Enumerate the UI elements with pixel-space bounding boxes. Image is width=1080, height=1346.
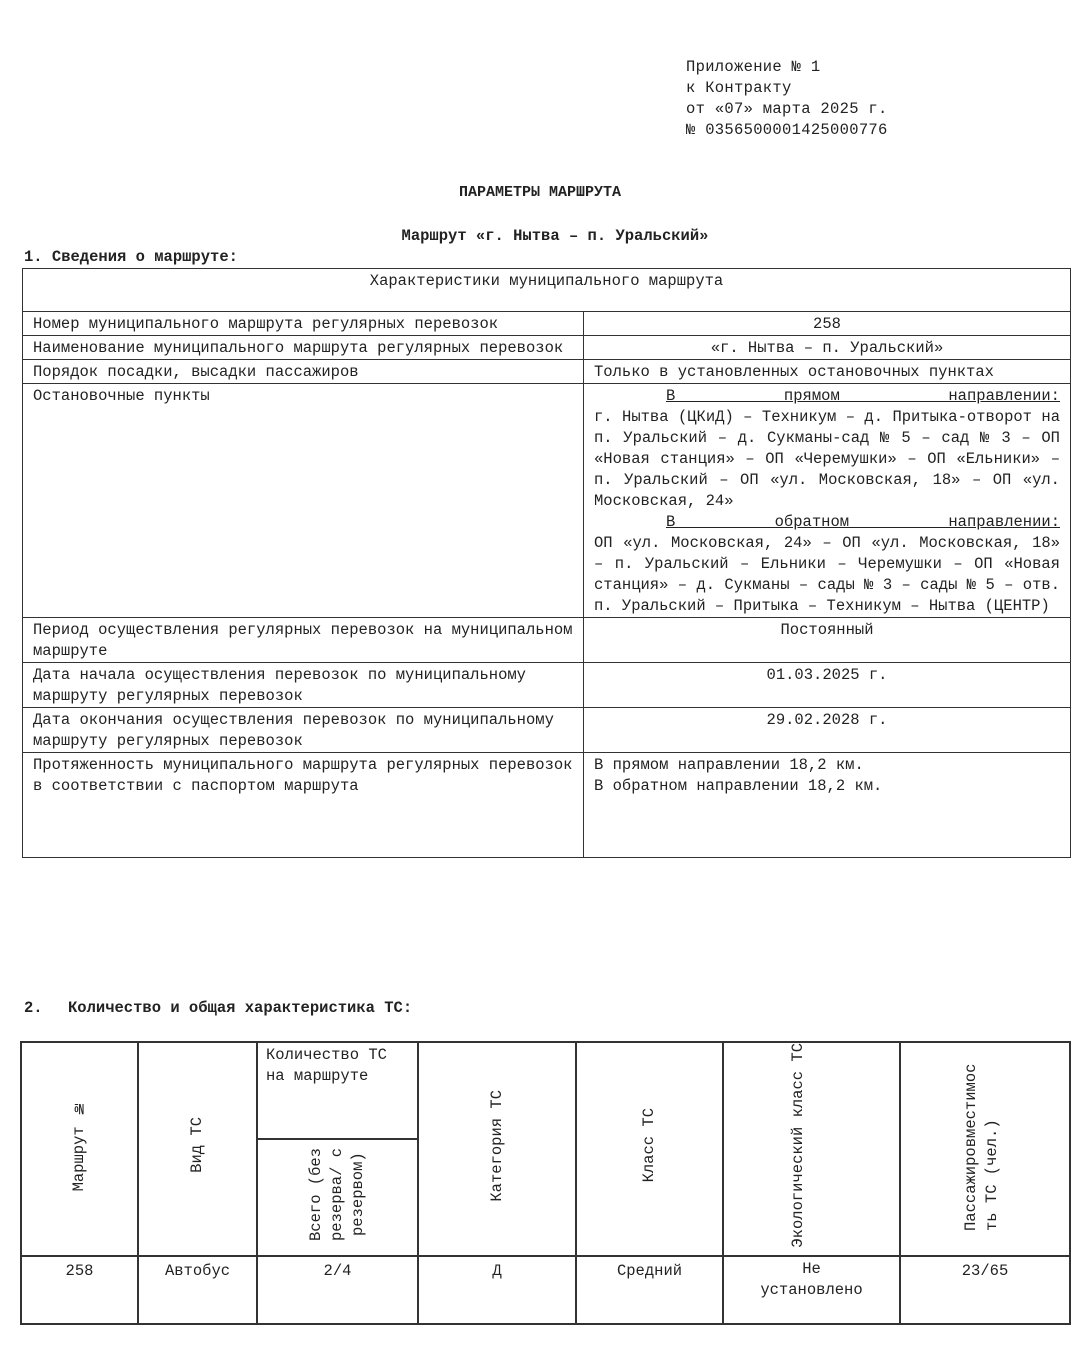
row-value: «г. Нытва – п. Уральский» — [584, 336, 1071, 360]
annex-line: № 0356500001425000776 — [686, 121, 888, 139]
route-title: Маршрут «г. Нытва – п. Уральский» — [401, 227, 709, 245]
header-route-number: Маршрут № — [21, 1042, 138, 1256]
annex-line: Приложение № 1 — [686, 58, 821, 76]
cell-eco-class: Не установлено — [723, 1256, 900, 1324]
table-row — [23, 360, 1071, 384]
row-label: Наименование муниципального маршрута регулярных перевозок — [23, 336, 584, 360]
cell-vehicle-type: Автобус — [138, 1256, 257, 1324]
header-quantity: Количество ТС на маршруте — [257, 1042, 418, 1139]
document-title: ПАРАМЕТРЫ МАРШРУТА — [458, 184, 622, 201]
length-backward: В обратном направлении 18,2 км. — [594, 777, 883, 795]
annex-line: от «07» марта 2025 г. — [686, 100, 888, 118]
header-capacity: Пассажировместимость ТС (чел.) — [900, 1042, 1070, 1256]
row-label: Протяженность муниципального маршрута регулярных перевозок в соответствии с паспортом маршрута — [23, 753, 584, 858]
backward-direction-title: В обратном направлении: — [666, 513, 1060, 531]
vehicle-table — [20, 1041, 1071, 1325]
forward-stops: г. Нытва (ЦКиД) – Техникум – д. Притыка-отворот на п. Уральский – д. Сукманы-сад № 5 – сад № 3 – ОП «Новая станция» – ОП «Черемушки» – ОП «Ельники» – п. Уральский – ОП «ул. Московская, 18» – ОП «ул. Московская, 24» — [594, 408, 1060, 510]
row-value: 258 — [584, 312, 1071, 336]
header-category: Категория ТС — [418, 1042, 576, 1256]
header-quantity-sub: Всего (без резерва/ с резервом) — [257, 1139, 418, 1256]
row-label: Порядок посадки, высадки пассажиров — [23, 360, 584, 384]
length-cell — [584, 753, 1071, 858]
row-label: Номер муниципального маршрута регулярных перевозок — [23, 312, 584, 336]
length-forward: В прямом направлении 18,2 км. — [594, 756, 864, 774]
cell-route-number: 258 — [21, 1256, 138, 1324]
row-value: Постоянный — [584, 618, 1071, 663]
forward-direction-title: В прямом направлении: — [666, 387, 1060, 405]
table-row — [23, 384, 1071, 618]
section-2-number: 2. — [24, 999, 43, 1017]
table-row — [23, 753, 1071, 858]
cell-category: Д — [418, 1256, 576, 1324]
row-label: Дата окончания осуществления перевозок по муниципальному маршруту регулярных перевозок — [23, 708, 584, 753]
table-row — [23, 708, 1071, 753]
table-row — [23, 336, 1071, 360]
table-header: Характеристики муниципального маршрута — [23, 269, 1071, 312]
header-eco-class: Экологический класс ТС — [723, 1042, 900, 1256]
row-value: Только в установленных остановочных пунктах — [584, 360, 1071, 384]
row-label: Остановочные пункты — [23, 384, 584, 618]
cell-class: Средний — [576, 1256, 723, 1324]
cell-capacity: 23/65 — [900, 1256, 1070, 1324]
table-row — [23, 618, 1071, 663]
row-value: 29.02.2028 г. — [584, 708, 1071, 753]
row-label: Период осуществления регулярных перевозок на муниципальном маршруте — [23, 618, 584, 663]
row-value: 01.03.2025 г. — [584, 663, 1071, 708]
table-row — [23, 663, 1071, 708]
annex-line: к Контракту — [686, 79, 792, 97]
stops-cell — [584, 384, 1071, 618]
backward-stops: ОП «ул. Московская, 24» – ОП «ул. Московская, 18» – п. Уральский – Ельники – Черемушки – ОП «Новая станция» – д. Сукманы – сады № 3 – сады № 5 – отв. п. Уральский – Притыка – Техникум – Нытва (ЦЕНТР) — [594, 534, 1060, 615]
annex-block — [686, 57, 888, 141]
table-row — [21, 1256, 1070, 1324]
header-class: Класс ТС — [576, 1042, 723, 1256]
row-label: Дата начала осуществления перевозок по муниципальному маршруту регулярных перевозок — [23, 663, 584, 708]
header-vehicle-type: Вид ТС — [138, 1042, 257, 1256]
section-1-heading: 1. Сведения о маршруте: — [24, 248, 238, 266]
cell-quantity: 2/4 — [257, 1256, 418, 1324]
section-2-title: Количество и общая характеристика ТС: — [68, 999, 413, 1017]
table-row — [23, 312, 1071, 336]
route-info-table — [22, 268, 1071, 858]
section-2-heading — [24, 999, 412, 1017]
